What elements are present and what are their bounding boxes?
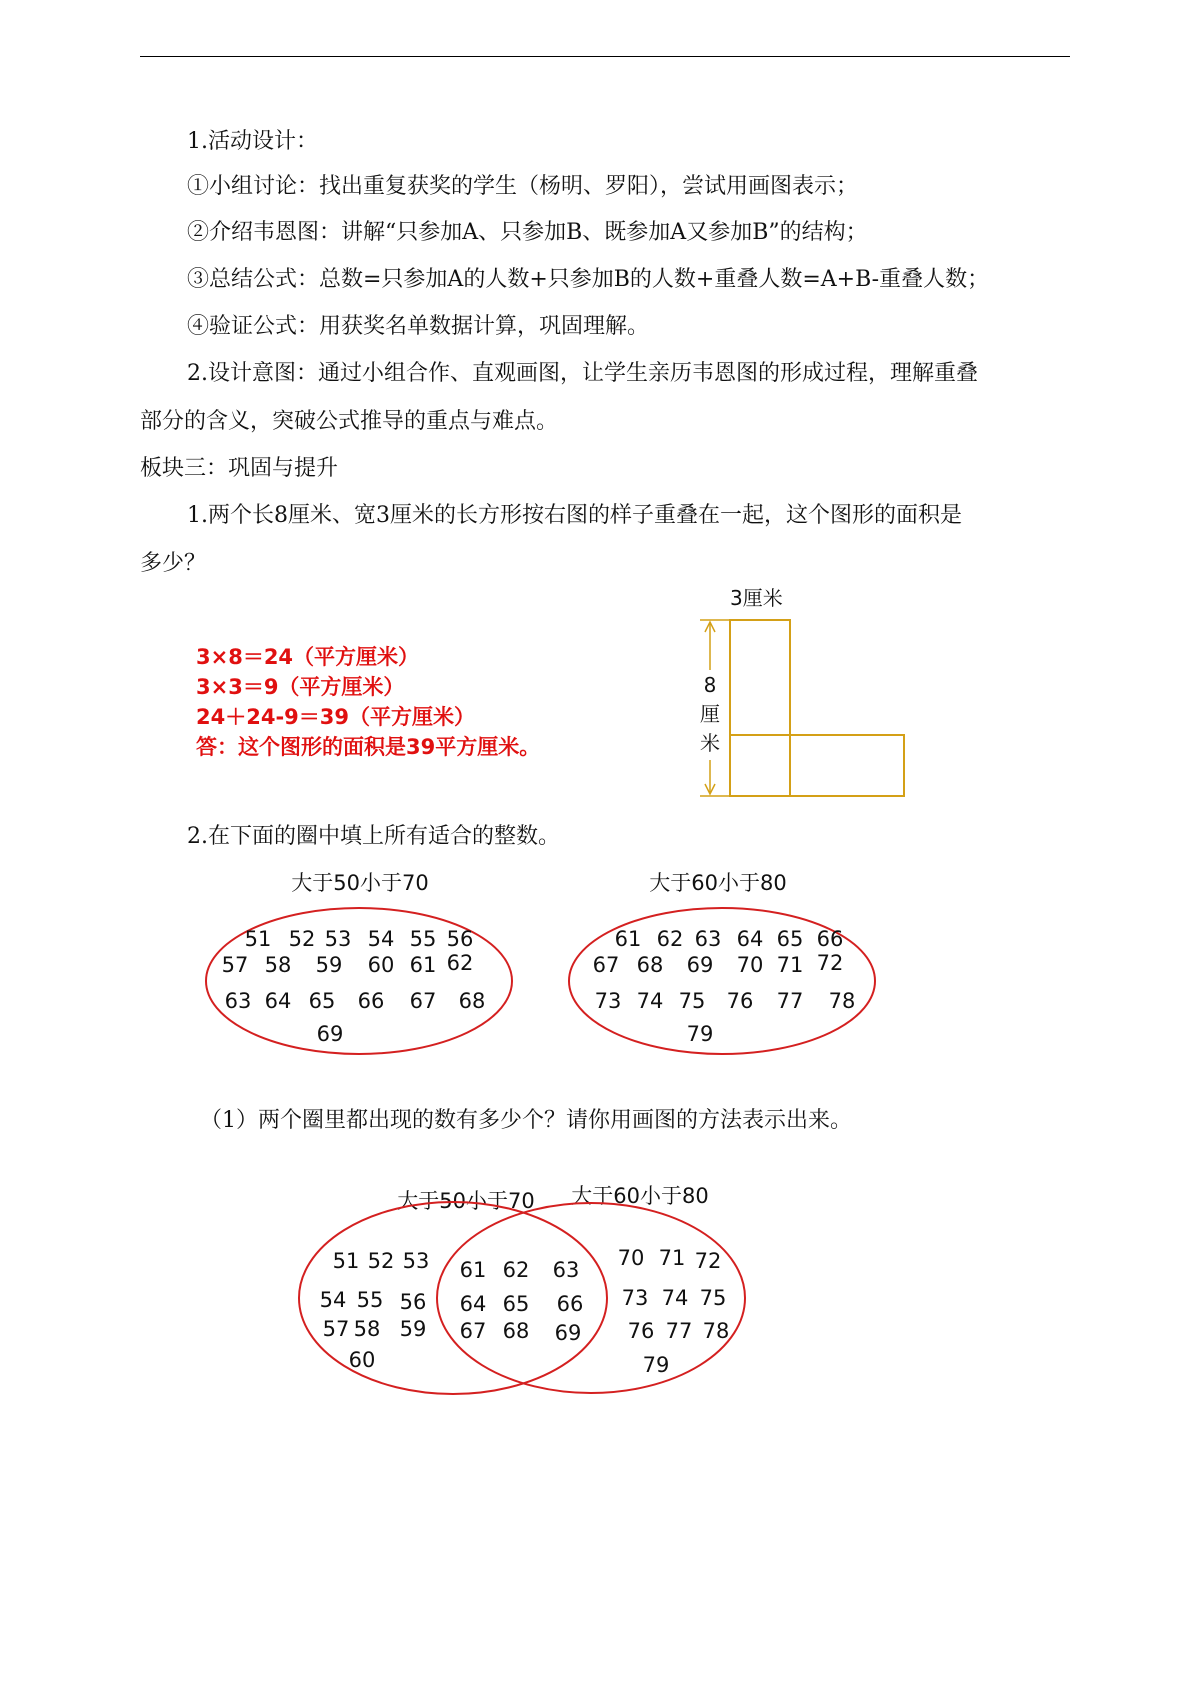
venn-number-left-only-54: 54 <box>319 1288 347 1312</box>
venn-number-right-only-76: 76 <box>627 1319 655 1343</box>
answer-line-4: 答：这个图形的面积是39平方厘米。 <box>196 735 541 759</box>
set-number-63: 63 <box>694 927 722 951</box>
set-number-61: 61 <box>614 927 642 951</box>
venn-number-right-only-74: 74 <box>661 1286 689 1310</box>
question-2: 2.在下面的圈中填上所有适合的整数。 <box>187 824 560 849</box>
set-number-62: 62 <box>446 951 474 975</box>
set-a-numbers <box>222 927 486 1046</box>
question-1-line-1: 1.两个长8厘米、宽3厘米的长方形按右图的样子重叠在一起，这个图形的面积是 <box>187 503 962 528</box>
height-label-li: 厘 <box>700 702 720 726</box>
venn-left-title: 大于50小于70 <box>397 1189 535 1213</box>
venn-number-left-only-53: 53 <box>402 1249 430 1273</box>
venn-number-right-only-77: 77 <box>665 1319 693 1343</box>
set-number-66: 66 <box>357 989 385 1013</box>
venn-number-right-only-72: 72 <box>694 1249 722 1273</box>
venn-right-title: 大于60小于80 <box>571 1184 709 1208</box>
design-intent-line-1: 2.设计意图：通过小组合作、直观画图，让学生亲历韦恩图的形成过程，理解重叠 <box>187 361 978 386</box>
set-number-79: 79 <box>686 1022 714 1046</box>
activity-step-4: ④验证公式：用获奖名单数据计算，巩固理解。 <box>187 314 650 339</box>
set-number-78: 78 <box>828 989 856 1013</box>
set-number-65: 65 <box>308 989 336 1013</box>
sub-question-1: （1）两个圈里都出现的数有多少个？请你用画图的方法表示出来。 <box>200 1108 852 1133</box>
venn-number-left-only-55: 55 <box>356 1288 384 1312</box>
set-b-title: 大于60小于80 <box>649 871 787 895</box>
height-label-mi: 米 <box>700 731 720 755</box>
set-number-63: 63 <box>224 989 252 1013</box>
set-number-68: 68 <box>458 989 486 1013</box>
venn-number-both-61: 61 <box>459 1258 487 1282</box>
activity-step-2: ②介绍韦恩图：讲解“只参加A、只参加B、既参加A又参加B”的结构； <box>187 220 868 245</box>
set-number-67: 67 <box>409 989 437 1013</box>
venn-number-both-69: 69 <box>554 1321 582 1345</box>
venn-number-both-67: 67 <box>459 1319 487 1343</box>
set-number-59: 59 <box>315 953 343 977</box>
venn-number-both-62: 62 <box>502 1258 530 1282</box>
set-number-56: 56 <box>446 927 474 951</box>
venn-number-both-65: 65 <box>502 1292 530 1316</box>
set-number-73: 73 <box>594 989 622 1013</box>
question-1-line-2: 多少？ <box>140 551 207 576</box>
number-sets-figure <box>0 860 1200 1090</box>
height-label-8: 8 <box>703 673 717 697</box>
set-a-title: 大于50小于70 <box>291 871 429 895</box>
width-label: 3厘米 <box>730 586 783 610</box>
venn-number-left-only-58: 58 <box>353 1317 381 1341</box>
set-number-57: 57 <box>221 953 249 977</box>
set-number-53: 53 <box>324 927 352 951</box>
venn-number-right-only-79: 79 <box>642 1353 670 1377</box>
venn-number-left-only-56: 56 <box>399 1290 427 1314</box>
header-rule <box>140 56 1070 57</box>
venn-number-left-only-59: 59 <box>399 1317 427 1341</box>
answer-line-3: 24＋24-9＝39（平方厘米） <box>196 705 475 729</box>
venn-number-left-only-51: 51 <box>332 1249 360 1273</box>
set-number-64: 64 <box>736 927 764 951</box>
activity-step-1: ①小组讨论：找出重复获奖的学生（杨明、罗阳），尝试用画图表示； <box>187 174 859 199</box>
venn-number-both-64: 64 <box>459 1292 487 1316</box>
venn-number-both-68: 68 <box>502 1319 530 1343</box>
set-number-62: 62 <box>656 927 684 951</box>
answer-line-2: 3×3＝9（平方厘米） <box>196 675 405 699</box>
answer-line-1: 3×8＝24（平方厘米） <box>196 645 420 669</box>
set-number-54: 54 <box>367 927 395 951</box>
set-number-65: 65 <box>776 927 804 951</box>
set-number-51: 51 <box>244 927 272 951</box>
horizontal-rectangle <box>730 735 904 796</box>
set-number-58: 58 <box>264 953 292 977</box>
venn-number-right-only-78: 78 <box>702 1319 730 1343</box>
venn-number-left-only-60: 60 <box>348 1348 376 1372</box>
venn-number-left-only-52: 52 <box>367 1249 395 1273</box>
set-number-69: 69 <box>316 1022 344 1046</box>
venn-number-left-only-57: 57 <box>322 1317 350 1341</box>
overlap-rectangles-figure <box>690 585 930 805</box>
venn-numbers <box>320 1246 730 1377</box>
set-number-72: 72 <box>816 951 844 975</box>
venn-number-right-only-73: 73 <box>621 1286 649 1310</box>
set-number-71: 71 <box>776 953 804 977</box>
venn-diagram <box>0 1170 1200 1410</box>
venn-number-both-66: 66 <box>556 1292 584 1316</box>
design-intent-line-2: 部分的含义，突破公式推导的重点与难点。 <box>140 409 559 434</box>
set-number-69: 69 <box>686 953 714 977</box>
set-number-61: 61 <box>409 953 437 977</box>
venn-number-both-63: 63 <box>552 1258 580 1282</box>
venn-number-right-only-70: 70 <box>617 1246 645 1270</box>
set-number-74: 74 <box>636 989 664 1013</box>
set-b-numbers <box>593 927 856 1046</box>
set-number-52: 52 <box>288 927 316 951</box>
set-number-76: 76 <box>726 989 754 1013</box>
set-number-55: 55 <box>409 927 437 951</box>
set-number-66: 66 <box>816 927 844 951</box>
venn-number-right-only-71: 71 <box>658 1246 686 1270</box>
set-number-75: 75 <box>678 989 706 1013</box>
venn-number-right-only-75: 75 <box>699 1286 727 1310</box>
vertical-rectangle <box>730 620 790 796</box>
set-number-68: 68 <box>636 953 664 977</box>
set-number-60: 60 <box>367 953 395 977</box>
activity-step-3: ③总结公式：总数=只参加A的人数+只参加B的人数+重叠人数=A+B-重叠人数； <box>187 267 990 292</box>
set-number-64: 64 <box>264 989 292 1013</box>
section-title: 板块三：巩固与提升 <box>140 456 339 481</box>
set-number-70: 70 <box>736 953 764 977</box>
activity-heading: 1.活动设计： <box>187 129 318 154</box>
set-number-77: 77 <box>776 989 804 1013</box>
set-number-67: 67 <box>592 953 620 977</box>
